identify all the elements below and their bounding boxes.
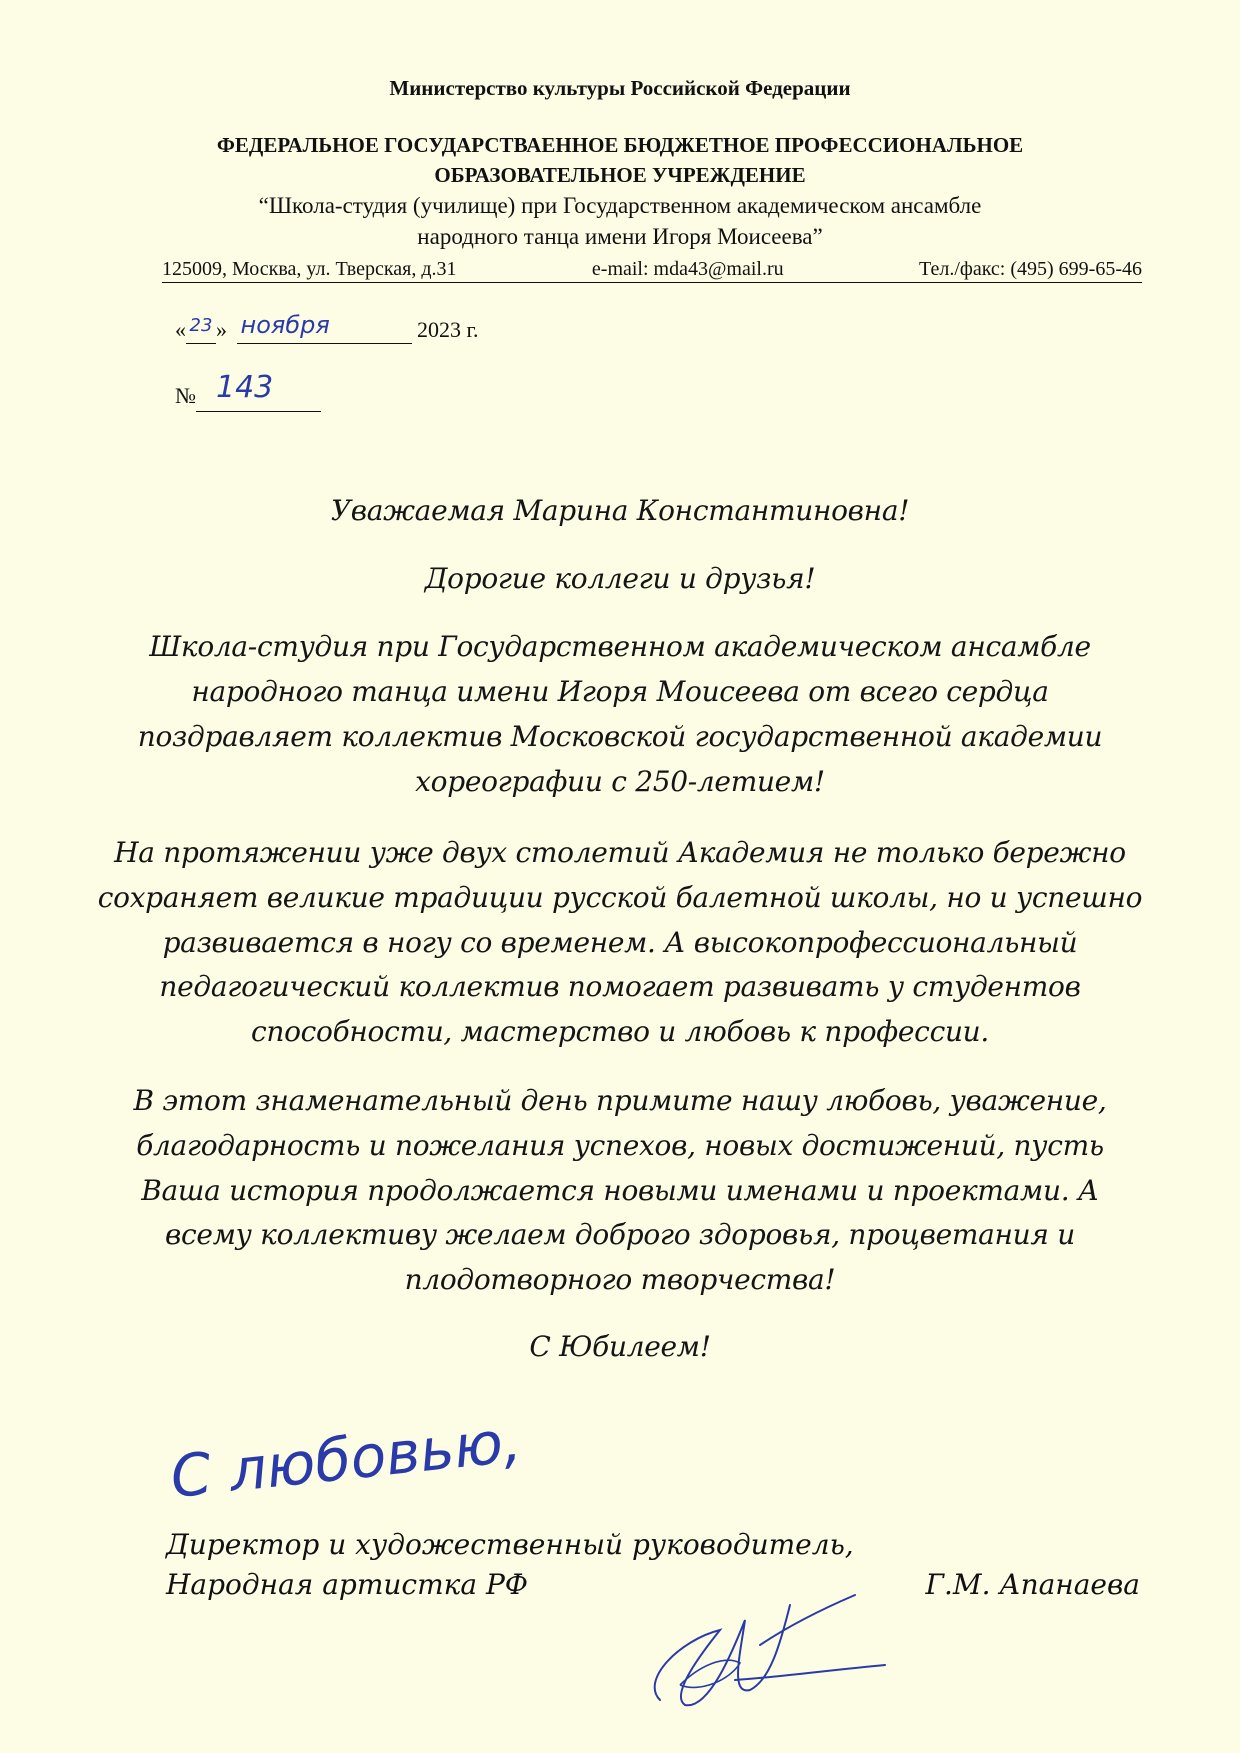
email: e-mail: mda43@mail.ru xyxy=(591,258,784,280)
paragraph3-line: Ваша история продолжается новыми именами и проектами. А xyxy=(141,1174,1099,1207)
paragraph3-line: благодарность и пожелания успехов, новых достижений, пусть xyxy=(136,1129,1104,1162)
paragraph2-line: способности, мастерство и любовь к профессии. xyxy=(250,1015,990,1048)
ministry-name: Министерство культуры Российской Федерации xyxy=(389,76,851,100)
paragraph1-line: народного танца имени Игоря Моисеева от всего сердца xyxy=(191,675,1049,708)
date-day: 23 xyxy=(189,315,213,336)
signatory-name: Г.М. Апанаева xyxy=(925,1568,1140,1601)
org-type-line1: ФЕДЕРАЛЬНОЕ ГОСУДАРСТВАЕННОЕ БЮДЖЕТНОЕ ПРОФЕССИОНАЛЬНОЕ xyxy=(216,133,1024,157)
date-month: ноября xyxy=(240,311,330,339)
paragraph3-line: плодотворного творчества! xyxy=(404,1263,836,1296)
paragraph3-line: всему коллективу желаем доброго здоровья, процветания и xyxy=(165,1218,1075,1251)
phone: Тел./факс: (495) 699-65-46 xyxy=(919,258,1142,280)
number-line xyxy=(175,370,321,412)
paragraph1-line: хореографии с 250-летием! xyxy=(415,765,825,798)
paragraph1-line: Школа-студия при Государственном академическом ансамбле xyxy=(149,630,1091,663)
greeting: Уважаемая Марина Константиновна! xyxy=(330,494,910,527)
paragraph1-line: поздравляет коллектив Московской государственной академии xyxy=(137,720,1103,753)
org-name-line1: “Школа-студия (училище) при Государственном академическом ансамбле xyxy=(258,193,982,218)
date-line xyxy=(175,311,479,344)
salutation: Дорогие коллеги и друзья! xyxy=(424,562,816,595)
org-name-line2: народного танца имени Игоря Моисеева” xyxy=(417,224,823,249)
address: 125009, Москва, ул. Тверская, д.31 xyxy=(162,258,457,280)
paragraph2-line: сохраняет великие традиции русской балетной школы, но и успешно xyxy=(97,881,1143,914)
closing: С Юбилеем! xyxy=(529,1330,711,1363)
paragraph2-line: педагогический коллектив помогает развивать у студентов xyxy=(159,970,1081,1003)
quote-close: » xyxy=(216,317,227,342)
org-type-line2: ОБРАЗОВАТЕЛЬНОЕ УЧРЕЖДЕНИЕ xyxy=(434,163,806,187)
date-year: 2023 г. xyxy=(417,317,479,342)
paragraph3-line: В этот знаменательный день примите нашу любовь, уважение, xyxy=(133,1084,1107,1117)
number-label: № xyxy=(175,383,196,408)
position-line2: Народная артистка РФ xyxy=(166,1568,529,1601)
quote-open: « xyxy=(175,317,186,342)
position-line1: Директор и художественный руководитель, xyxy=(166,1528,854,1561)
handwritten-note: С любовью, xyxy=(167,1406,525,1512)
contact-line xyxy=(162,258,1142,283)
handwritten-signature xyxy=(640,1585,890,1720)
number-value: 143 xyxy=(216,370,274,405)
paragraph2-line: На протяжении уже двух столетий Академия не только бережно xyxy=(114,836,1126,869)
paragraph2-line: развивается в ногу со временем. А высокопрофессиональный xyxy=(162,926,1078,959)
